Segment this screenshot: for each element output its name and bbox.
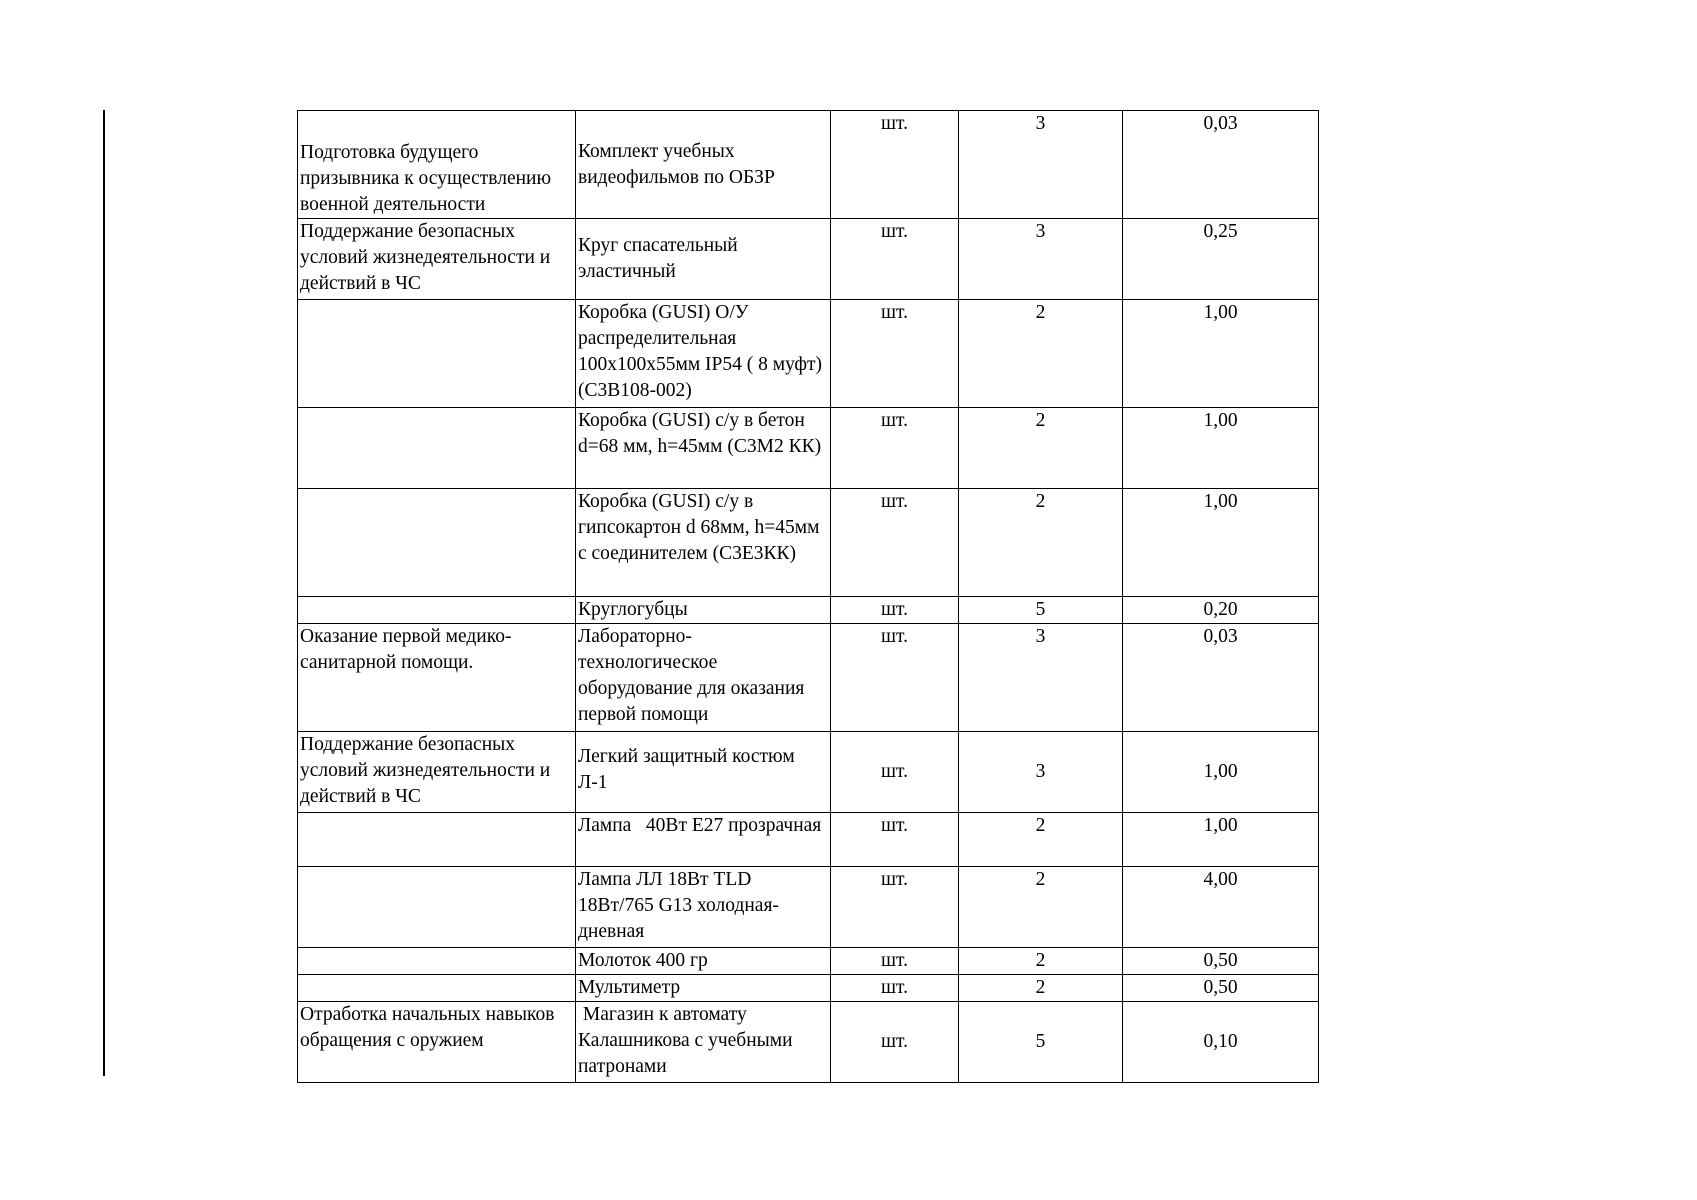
item-cell: Лампа ЛЛ 18Вт TLD 18Вт/765 G13 холодная-дневная: [576, 867, 831, 948]
equipment-table: [297, 110, 1319, 1083]
ratio-cell: 1,00: [1123, 489, 1319, 597]
quantity-cell: 5: [959, 597, 1123, 624]
item-cell: Мультиметр: [576, 975, 831, 1002]
ratio-cell: 4,00: [1123, 867, 1319, 948]
item-cell: Лабораторно-технологическое оборудование для оказания первой помощи: [576, 624, 831, 732]
unit-cell: шт.: [831, 813, 959, 867]
ratio-cell: 0,20: [1123, 597, 1319, 624]
unit-cell: шт.: [831, 111, 959, 219]
unit-cell: шт.: [831, 867, 959, 948]
quantity-cell: 2: [959, 975, 1123, 1002]
topic-cell: Поддержание безопасных условий жизнедеятельности и действий в ЧС: [298, 732, 576, 813]
table-row: [298, 219, 1319, 300]
quantity-cell: 2: [959, 813, 1123, 867]
table-row: [298, 867, 1319, 948]
item-cell: Круг спасательный эластичный: [576, 219, 831, 300]
quantity-cell: 3: [959, 732, 1123, 813]
ratio-cell: 0,50: [1123, 948, 1319, 975]
unit-cell: шт.: [831, 975, 959, 1002]
ratio-cell: 0,03: [1123, 624, 1319, 732]
table-row: [298, 1002, 1319, 1083]
item-cell: Магазин к автомату Калашникова с учебными патронами: [576, 1002, 831, 1083]
unit-cell: шт.: [831, 219, 959, 300]
table-row: [298, 624, 1319, 732]
table-row: [298, 597, 1319, 624]
quantity-cell: 3: [959, 624, 1123, 732]
ratio-cell: 0,03: [1123, 111, 1319, 219]
item-cell: Лампа 40Вт Е27 прозрачная: [576, 813, 831, 867]
topic-cell: [298, 300, 576, 408]
ratio-cell: 0,25: [1123, 219, 1319, 300]
ratio-cell: 0,10: [1123, 1002, 1319, 1083]
table-row: [298, 111, 1319, 219]
topic-cell: [298, 408, 576, 489]
topic-cell: [298, 597, 576, 624]
ratio-cell: 1,00: [1123, 408, 1319, 489]
topic-cell: Отработка начальных навыков обращения с оружием: [298, 1002, 576, 1083]
topic-cell: [298, 489, 576, 597]
unit-cell: шт.: [831, 732, 959, 813]
quantity-cell: 2: [959, 300, 1123, 408]
quantity-cell: 3: [959, 111, 1123, 219]
quantity-cell: 3: [959, 219, 1123, 300]
unit-cell: шт.: [831, 948, 959, 975]
unit-cell: шт.: [831, 1002, 959, 1083]
item-cell: Комплект учебных видеофильмов по ОБЗР: [576, 111, 831, 219]
item-cell: Круглогубцы: [576, 597, 831, 624]
topic-cell: Подготовка будущего призывника к осуществлению военной деятельности: [298, 111, 576, 219]
unit-cell: шт.: [831, 489, 959, 597]
left-margin-line: [103, 110, 105, 1076]
table-row: [298, 408, 1319, 489]
quantity-cell: 2: [959, 948, 1123, 975]
table-row: [298, 948, 1319, 975]
item-cell: Коробка (GUSI) О/У распределительная 100х100х55мм IP54 ( 8 муфт) (С3В108-002): [576, 300, 831, 408]
topic-cell: [298, 948, 576, 975]
unit-cell: шт.: [831, 300, 959, 408]
topic-cell: Оказание первой медико-санитарной помощи.: [298, 624, 576, 732]
ratio-cell: 1,00: [1123, 300, 1319, 408]
quantity-cell: 2: [959, 408, 1123, 489]
ratio-cell: 1,00: [1123, 813, 1319, 867]
item-cell: Молоток 400 гр: [576, 948, 831, 975]
table-row: [298, 732, 1319, 813]
ratio-cell: 0,50: [1123, 975, 1319, 1002]
quantity-cell: 5: [959, 1002, 1123, 1083]
item-cell: Коробка (GUSI) с/у в гипсокартон d 68мм, h=45мм с соединителем (С3Е3КК): [576, 489, 831, 597]
item-cell: Легкий защитный костюм Л-1: [576, 732, 831, 813]
quantity-cell: 2: [959, 867, 1123, 948]
table-row: [298, 813, 1319, 867]
table-row: [298, 975, 1319, 1002]
unit-cell: шт.: [831, 624, 959, 732]
table-row: [298, 300, 1319, 408]
topic-cell: [298, 975, 576, 1002]
ratio-cell: 1,00: [1123, 732, 1319, 813]
item-cell: Коробка (GUSI) с/у в бетон d=68 мм, h=45мм (С3М2 КК): [576, 408, 831, 489]
topic-cell: [298, 813, 576, 867]
topic-cell: Поддержание безопасных условий жизнедеятельности и действий в ЧС: [298, 219, 576, 300]
quantity-cell: 2: [959, 489, 1123, 597]
table-row: [298, 489, 1319, 597]
unit-cell: шт.: [831, 597, 959, 624]
unit-cell: шт.: [831, 408, 959, 489]
topic-cell: [298, 867, 576, 948]
